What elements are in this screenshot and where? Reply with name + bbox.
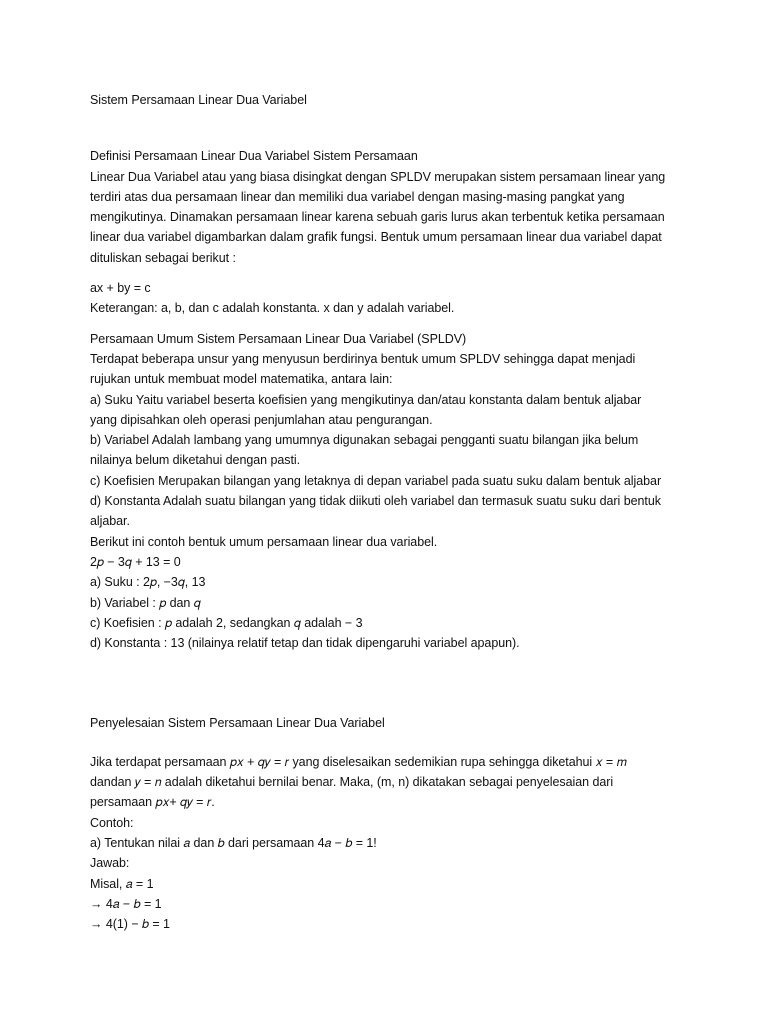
example-label: Contoh:: [90, 815, 134, 830]
solution-step: → 4𝑎 − 𝑏 = 1: [90, 896, 162, 911]
list-item: d) Konstanta : 13 (nilainya relatif tetap dan tidak dipengaruhi variabel apapun).: [90, 636, 520, 651]
list-item: b) Variabel Adalah lambang yang umumnya digunakan sebagai pengganti suatu bilangan jika belum: [90, 433, 639, 448]
document-title: Sistem Persamaan Linear Dua Variabel: [90, 93, 307, 107]
paragraph-line: linear dua variabel digambarkan dalam grafik fungsi. Bentuk umum persamaan linear dua variabel dapat: [90, 230, 662, 245]
paragraph-line: dandan 𝑦 = 𝑛 adalah diketahui bernilai benar. Maka, (m, n) dikatakan sebagai penyelesaian dari: [90, 775, 614, 790]
answer-label: Jawab:: [90, 856, 130, 871]
paragraph-line: Jika terdapat persamaan 𝑝𝑥 + 𝑞𝑦 = 𝑟 yang diselesaikan sedemikian rupa sehingga diketahui 𝑥 = 𝑚: [90, 754, 627, 769]
paragraph-line: persamaan 𝑝𝑥+ 𝑞𝑦 = 𝑟.: [90, 795, 215, 810]
paragraph-line: mengikutinya. Dinamakan persamaan linear karena sebuah garis lurus akan terbentuk ketika persamaan: [90, 210, 665, 225]
example-question: a) Tentukan nilai 𝑎 dan 𝑏 dari persamaan 4𝑎 − 𝑏 = 1!: [90, 835, 377, 850]
document-content: [90, 90, 690, 934]
paragraph-line: Terdapat beberapa unsur yang menyusun berdirinya bentuk umum SPLDV sehingga dapat menjadi: [90, 351, 636, 366]
general-formula: ax + by = c: [90, 281, 151, 296]
solution-step: → 4(1) − 𝑏 = 1: [90, 917, 170, 932]
paragraph-line: rujukan untuk membuat model matematika, antara lain:: [90, 372, 393, 387]
list-item: a) Suku : 2𝑝, −3𝑞, 13: [90, 575, 206, 590]
list-item: a) Suku Yaitu variabel beserta koefisien yang mengikutinya dan/atau konstanta dalam bentuk aljabar: [90, 392, 642, 407]
example-equation: 2𝑝 − 3𝑞 + 13 = 0: [90, 554, 181, 569]
paragraph-line: Linear Dua Variabel atau yang biasa disingkat dengan SPLDV merupakan sistem persamaan linear yang: [90, 169, 666, 184]
list-item: nilainya belum diketahui dengan pasti.: [90, 453, 301, 468]
section3-heading: Penyelesaian Sistem Persamaan Linear Dua Variabel: [90, 716, 385, 731]
section1-heading: Definisi Persamaan Linear Dua Variabel Sistem Persamaan: [90, 149, 418, 164]
paragraph-line: dituliskan sebagai berikut :: [90, 250, 236, 265]
list-item: b) Variabel : 𝑝 dan 𝑞: [90, 595, 201, 610]
list-item: c) Koefisien : 𝑝 adalah 2, sedangkan 𝑞 adalah − 3: [90, 615, 363, 630]
list-item: aljabar.: [90, 514, 130, 529]
list-item: d) Konstanta Adalah suatu bilangan yang tidak diikuti oleh variabel dan termasuk suatu suku dari bentuk: [90, 494, 661, 509]
list-item: yang dipisahkan oleh operasi penjumlahan atau pengurangan.: [90, 412, 433, 427]
solution-step: Misal, 𝑎 = 1: [90, 876, 154, 891]
section2-heading: Persamaan Umum Sistem Persamaan Linear Dua Variabel (SPLDV): [90, 331, 467, 346]
formula-note: Keterangan: a, b, dan c adalah konstanta. x dan y adalah variabel.: [90, 301, 455, 316]
paragraph-line: terdiri atas dua persamaan linear dan memiliki dua variabel dengan masing-masing pangkat yang: [90, 189, 625, 204]
paragraph-line: Berikut ini contoh bentuk umum persamaan linear dua variabel.: [90, 534, 438, 549]
list-item: c) Koefisien Merupakan bilangan yang letaknya di depan variabel pada suatu suku dalam bentuk aljabar: [90, 473, 662, 488]
